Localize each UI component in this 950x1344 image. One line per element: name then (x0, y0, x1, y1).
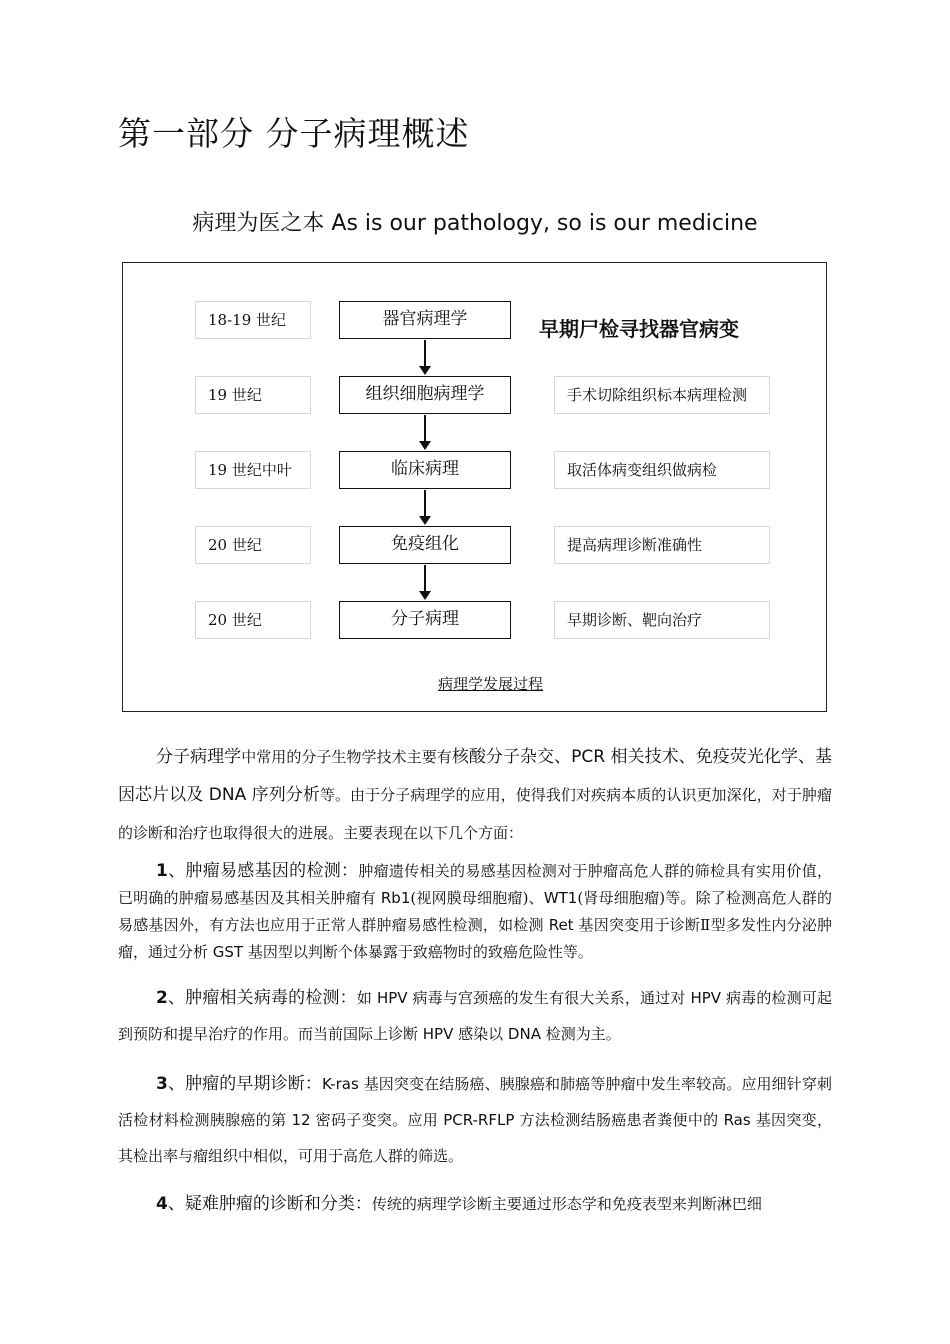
flow-arrow (424, 565, 426, 598)
pathology-history-figure (122, 262, 827, 712)
intro-paragraph (118, 738, 832, 852)
gene-term: Rb1 (380, 889, 411, 907)
point-paragraph (118, 1186, 832, 1222)
point-number: 2 (156, 988, 168, 1008)
gene-term: 12 (291, 1111, 311, 1129)
gene-term: GST (212, 943, 244, 961)
point-heading (156, 1074, 322, 1094)
point-paragraph (118, 858, 832, 966)
point-text: 病毒与宫颈癌的发生有很大关系，通过对 (407, 989, 691, 1007)
stage-description: 取活体病变组织做病检 (554, 451, 770, 489)
gene-term: WT1 (543, 889, 578, 907)
point-text: 传统的病理学诊断主要通过形态学和免疫表型来判断淋巴细 (371, 1195, 762, 1213)
point-title: 、肿瘤相关病毒的检测： (167, 988, 357, 1008)
gene-term: Ret (548, 916, 574, 934)
era-box: 20 世纪 (195, 601, 311, 639)
point-heading (156, 988, 357, 1008)
stage-box: 器官病理学 (339, 301, 511, 339)
point-number: 1 (156, 861, 168, 881)
point-text: 密码子变突。应用 (310, 1111, 444, 1129)
stage-description: 早期尸检寻找器官病变 (539, 317, 739, 341)
point-text: 基因突变在结肠癌、胰腺癌和肺癌等肿瘤中发生率较高。应用细针穿刺活检材料检测胰腺癌的第 (118, 1075, 832, 1129)
stage-description: 早期诊断、靶向治疗 (554, 601, 770, 639)
point-number: 3 (156, 1074, 168, 1094)
point-text: 方法检测结肠癌患者粪便中的 (514, 1111, 724, 1129)
point-heading (156, 1194, 372, 1214)
stage-box: 临床病理 (339, 451, 511, 489)
intro-lead: 分子病理学 (156, 747, 242, 767)
point-title: 、疑难肿瘤的诊断和分类： (167, 1194, 372, 1214)
point-text: 检测为主。 (540, 1025, 621, 1043)
stage-box: 组织细胞病理学 (339, 376, 511, 414)
intro-techniques: 核酸分子杂交、PCR 相关技术、免疫荧光化学、基因芯片以及 DNA 序列分析 (118, 747, 832, 805)
flow-arrow (424, 340, 426, 373)
gene-term: HPV (690, 989, 722, 1007)
page-title: 第一部分 分子病理概述 (118, 114, 470, 153)
point-title: 、肿瘤的早期诊断： (167, 1074, 322, 1094)
point-text: (肾母细胞瘤)等。除了检测高危人群的易感基因外，有方法也应用于正常人群肿瘤易感性检测，如检测 (118, 889, 832, 934)
gene-term: HPV (422, 1025, 454, 1043)
point-paragraph (118, 1066, 832, 1174)
flow-arrow (424, 490, 426, 523)
point-text: 基因突变，其检出率与瘤组织中相似，可用于高危人群的筛选。 (118, 1111, 832, 1165)
point-paragraph (118, 980, 832, 1052)
point-text: 肿瘤遗传相关的易感基因检测对于肿瘤高危人群的筛检具有实用价值，已明确的肿瘤易感基因及其相关肿瘤有 (118, 862, 832, 907)
era-box: 20 世纪 (195, 526, 311, 564)
era-box: 18-19 世纪 (195, 301, 311, 339)
point-text: 基因型以判断个体暴露于致癌物时的致癌危险性等。 (243, 943, 593, 961)
point-text: 病毒的检测可起到预防和提早治疗的作用。而当前国际上诊断 (118, 989, 832, 1043)
intro-text: 中常用的分子生物学技术主要有 (241, 748, 452, 766)
gene-term: Ras (723, 1111, 751, 1129)
gene-term: DNA (507, 1025, 541, 1043)
point-number: 4 (156, 1194, 168, 1214)
era-box: 19 世纪中叶 (195, 451, 311, 489)
stage-description: 提高病理诊断准确性 (554, 526, 770, 564)
gene-term: PCR-RFLP (443, 1111, 515, 1129)
gene-term: HPV (376, 989, 408, 1007)
stage-box: 免疫组化 (339, 526, 511, 564)
point-title: 、肿瘤易感基因的检测： (167, 861, 359, 881)
era-box: 19 世纪 (195, 376, 311, 414)
gene-term: K-ras (321, 1075, 359, 1093)
intro-text: 等。由于分子病理学的应用，使得我们对疾病本质的认识更加深化，对于肿瘤的诊断和治疗也取得很大的进展。主要表现在以下几个方面： (118, 786, 832, 842)
subtitle: 病理为医之本 As is our pathology, so is our medicine (192, 211, 758, 236)
point-text: 基因突变用于诊断Ⅱ型多发性内分泌肿瘤，通过分析 (118, 916, 832, 961)
point-text: (视网膜母细胞瘤)、 (410, 889, 544, 907)
point-text: 感染以 (453, 1025, 508, 1043)
figure-caption: 病理学发展过程 (437, 675, 543, 693)
stage-box: 分子病理 (339, 601, 511, 639)
flow-arrow (424, 415, 426, 448)
point-heading (156, 861, 358, 881)
point-text: 如 (356, 989, 377, 1007)
stage-description: 手术切除组织标本病理检测 (554, 376, 770, 414)
